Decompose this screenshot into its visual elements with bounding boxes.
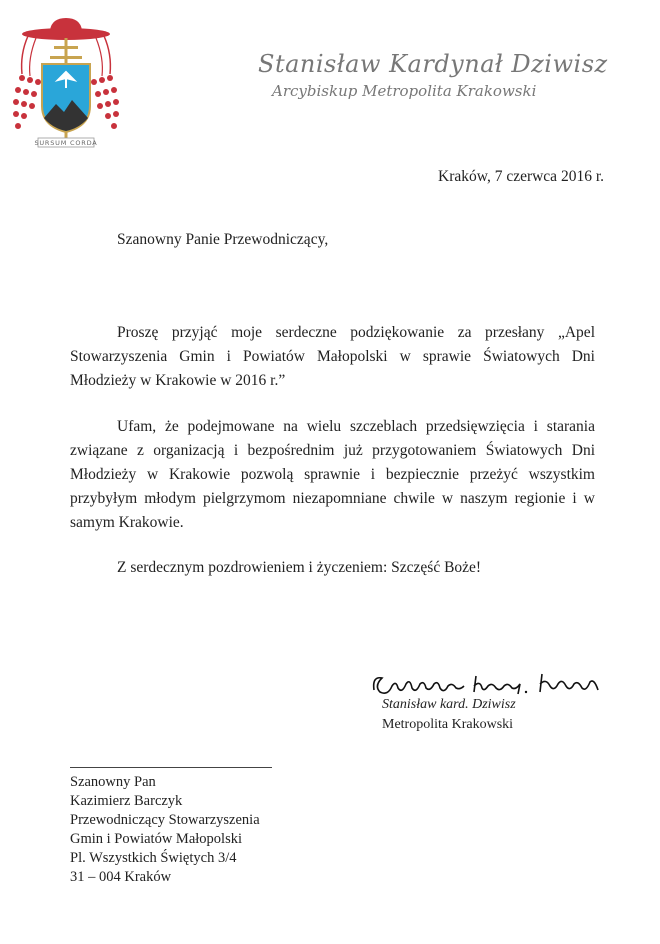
recipient-line: Szanowny Pan (70, 774, 156, 790)
signer-name: Stanisław kard. Dziwisz (382, 697, 516, 712)
letter-paragraph: Z serdecznym pozdrowieniem i życzeniem: Szczęść Boże! (117, 559, 482, 576)
svg-text:SURSUM CORDA: SURSUM CORDA (34, 139, 98, 147)
recipient-line: 31 – 004 Kraków (70, 869, 172, 885)
recipient-line: Kazimierz Barczyk (70, 793, 183, 809)
recipient-line: Pl. Wszystkich Świętych 3/4 (70, 850, 237, 866)
address-divider (70, 767, 272, 768)
sender-title: Arcybiskup Metropolita Krakowski (272, 82, 537, 100)
letter-paragraph: Ufam, że podejmowane na wielu szczeblach przedsięwzięcia i starania związane z organizacją i bezpośrednim już przygotowaniem Światowych Dni Młodzieży w Krakowie pozwolą sprawnie i bezpiecznie przeżyć wszystkim przybyłym młodym pielgrzymom niezapomniane chwile w naszym regionie i w samym Krakowie. (70, 418, 595, 531)
sender-name: Stanisław Kardynał Dziwisz (258, 50, 608, 78)
coat-of-arms-logo (10, 14, 122, 154)
recipient-line: Gmin i Powiatów Małopolski (70, 831, 242, 847)
letter-paragraph: Proszę przyjąć moje serdeczne podziękowanie za przesłany „Apel Stowarzyszenia Gmin i Powiatów Małopolski w sprawie Światowych Dni Młodzieży w Krakowie w 2016 r.” (70, 324, 595, 389)
place-date: Kraków, 7 czerwca 2016 r. (438, 168, 604, 185)
signer-title: Metropolita Krakowski (382, 717, 514, 732)
recipient-address (70, 773, 260, 887)
salutation: Szanowny Panie Przewodniczący, (117, 231, 329, 248)
recipient-line: Przewodniczący Stowarzyszenia (70, 812, 260, 828)
